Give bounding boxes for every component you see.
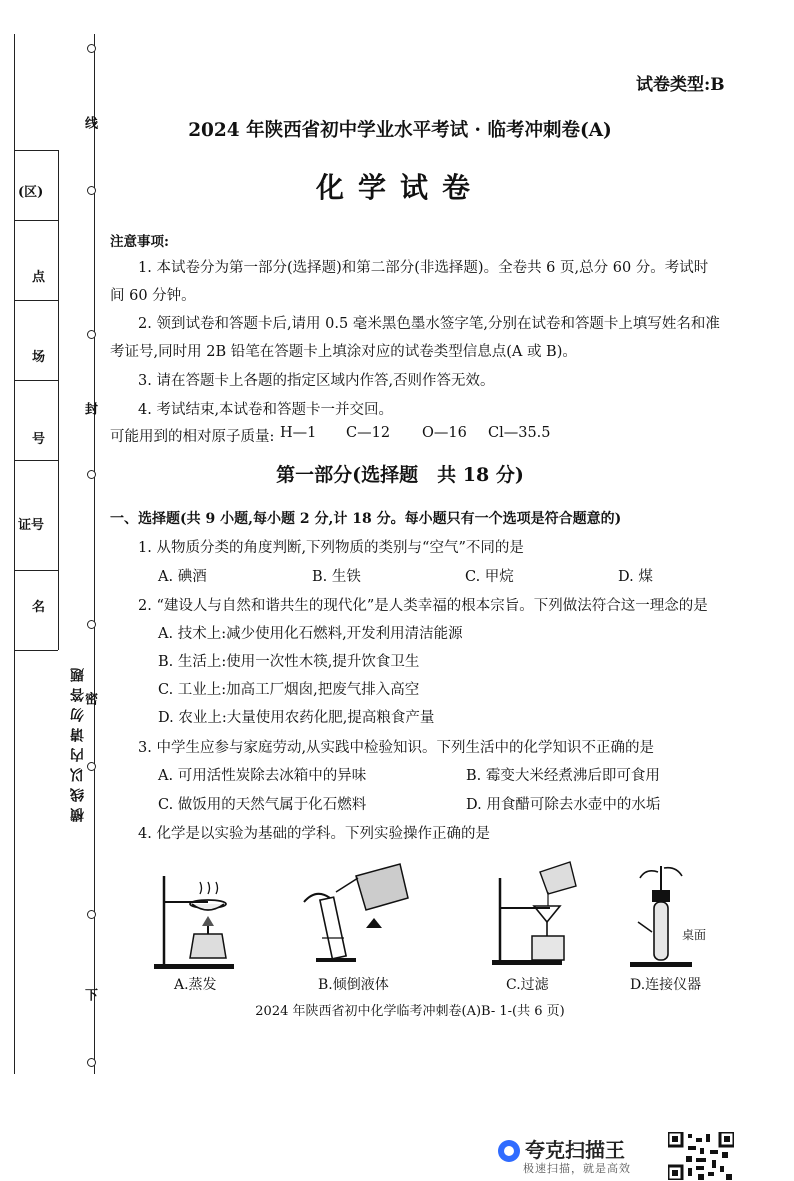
option: C. 工业上:加高工厂烟囱,把废气排入高空 — [158, 682, 420, 698]
option: A. 可用活性炭除去冰箱中的异味 — [158, 768, 367, 784]
seal-line: 线 — [82, 116, 97, 129]
scanner-brand: 夸克扫描王 — [525, 1138, 625, 1162]
note-line: 3. 请在答题卡上各题的指定区域内作答,否则作答无效。 — [138, 373, 495, 389]
binding-hole — [87, 762, 96, 771]
filtration-apparatus-figure — [490, 858, 580, 968]
atomic-mass-label: 可能用到的相对原子质量: — [110, 429, 275, 445]
exam-title: 2024 年陕西省初中学业水平考试 · 临考冲刺卷(A) — [188, 120, 612, 141]
option: D. 煤 — [618, 569, 653, 585]
option: D. 用食醋可除去水壶中的水垢 — [466, 797, 661, 813]
figure-caption: C.过滤 — [506, 977, 549, 993]
binding-hole — [87, 186, 96, 195]
binding-box-room: 场 — [32, 350, 46, 365]
note-line: 4. 考试结束,本试卷和答题卡一并交回。 — [138, 402, 394, 418]
subject-title: 化学试卷 — [315, 171, 484, 204]
note-line: 考证号,同时用 2B 铅笔在答题卡上填涂对应的试卷类型信息点(A 或 B)。 — [110, 344, 577, 360]
figure-caption: B.倾倒液体 — [318, 977, 389, 993]
section-title: 第一部分(选择题 共 18 分) — [276, 464, 524, 486]
option: C. 做饭用的天然气属于化石燃料 — [158, 797, 367, 813]
binding-box-name: 名 — [32, 600, 46, 615]
option: A. 碘酒 — [158, 569, 207, 585]
binding-hole — [87, 1058, 96, 1067]
question-stem: 3. 中学生应参与家庭劳动,从实践中检验知识。下列生活中的化学知识不正确的是 — [138, 740, 655, 756]
question-stem: 2. “建设人与自然和谐共生的现代化”是人类幸福的根本宗旨。下列做法符合这一理念的是 — [138, 598, 708, 614]
option: A. 技术上:减少使用化石燃料,开发利用清洁能源 — [158, 626, 463, 642]
seal-below: 下 — [82, 988, 97, 1001]
binding-box-district: (区) — [18, 185, 44, 200]
option: B. 生活上:使用一次性木筷,提升饮食卫生 — [158, 654, 420, 670]
notes-header: 注意事项: — [110, 234, 169, 250]
note-line: 间 60 分钟。 — [110, 288, 196, 304]
connecting-apparatus-figure — [628, 862, 708, 972]
seal-secret: 密 — [82, 692, 97, 705]
option: D. 农业上:大量使用农药化肥,提高粮食产量 — [158, 710, 435, 726]
qr-code-icon — [668, 1132, 734, 1180]
atomic-mass-item: Cl—35.5 — [488, 425, 551, 441]
atomic-mass-item: C—12 — [346, 425, 391, 441]
option: B. 霉变大米经煮沸后即可食用 — [466, 768, 660, 784]
paper-type: 试卷类型:B — [636, 75, 725, 95]
evaporation-apparatus-figure — [150, 872, 240, 972]
desk-label: 桌面 — [682, 928, 707, 942]
page-footer: 2024 年陕西省初中化学临考冲刺卷(A)B- 1-(共 6 页) — [255, 1004, 565, 1019]
question-stem: 1. 从物质分类的角度判断,下列物质的类别与“空气”不同的是 — [138, 540, 524, 556]
binding-hole — [87, 910, 96, 919]
binding-hole — [87, 330, 96, 339]
binding-box-site: 点 — [32, 270, 46, 285]
option: B. 生铁 — [312, 569, 361, 585]
binding-hole — [87, 620, 96, 629]
figure-caption: A.蒸发 — [174, 977, 217, 993]
atomic-mass-item: O—16 — [422, 425, 467, 441]
question-stem: 4. 化学是以实验为基础的学科。下列实验操作正确的是 — [138, 826, 490, 842]
binding-box-id: 证号 — [18, 518, 45, 533]
option: C. 甲烷 — [465, 569, 514, 585]
binding-box-seat: 号 — [32, 432, 46, 447]
seal-seal: 封 — [82, 402, 97, 415]
note-line: 1. 本试卷分为第一部分(选择题)和第二部分(非选择题)。全卷共 6 页,总分 60 分。考试时 — [138, 260, 709, 276]
pouring-liquid-figure — [296, 858, 416, 968]
figure-caption: D.连接仪器 — [630, 977, 702, 993]
atomic-mass-item: H—1 — [280, 425, 317, 441]
no-answer-warning: 横线以内请勿答题 — [70, 662, 86, 822]
scanner-logo-icon — [498, 1140, 520, 1162]
binding-hole — [87, 470, 96, 479]
note-line: 2. 领到试卷和答题卡后,请用 0.5 毫米黑色墨水签字笔,分别在试卷和答题卡上填写姓名和准 — [138, 316, 720, 332]
scanner-slogan: 极速扫描，就是高效 — [523, 1162, 631, 1175]
binding-hole — [87, 44, 96, 53]
part-header: 一、选择题(共 9 小题,每小题 2 分,计 18 分。每小题只有一个选项是符合题意的) — [110, 511, 622, 527]
